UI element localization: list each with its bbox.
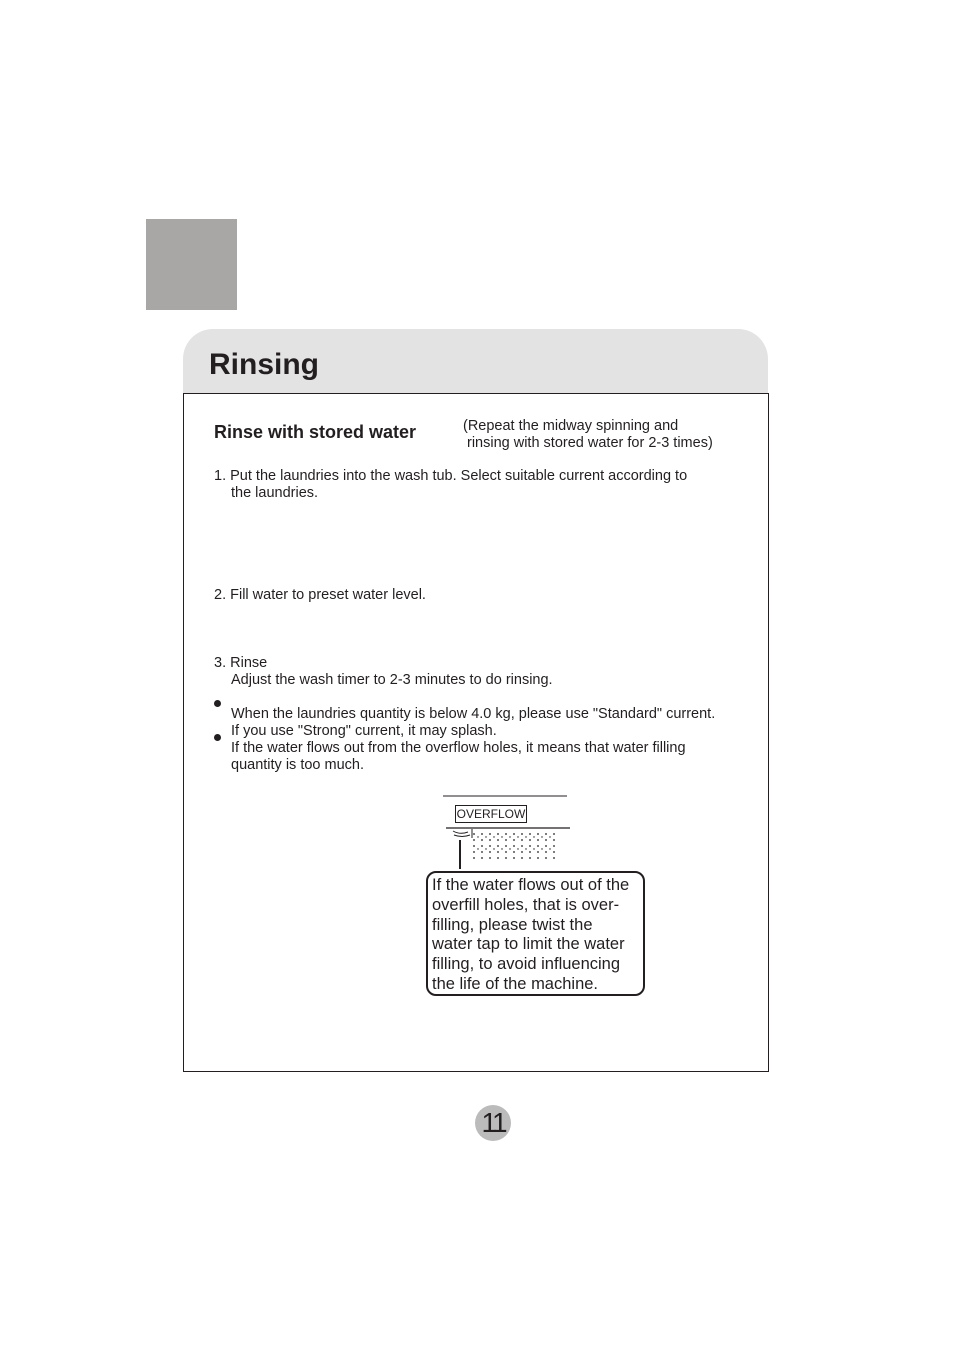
step-3-detail: Adjust the wash timer to 2-3 minutes to do rinsing. <box>231 672 553 688</box>
step-3-title: 3. Rinse <box>214 655 268 671</box>
page-number: 11 <box>481 1107 505 1138</box>
callout-line: filling, to avoid influencing <box>432 955 621 974</box>
note-line-4: quantity is too much. <box>231 757 364 773</box>
callout-line: If the water flows out of the <box>432 876 630 894</box>
callout-line: filling, please twist the <box>432 915 593 934</box>
callout-line: water tap to limit the water <box>432 935 625 954</box>
note-line-3: If the water flows out from the overflow holes, it means that water filling <box>231 740 686 756</box>
callout-line: overfill holes, that is over- <box>432 895 620 914</box>
overflow-label: OVERFLOW <box>456 807 526 821</box>
step-2: 2. Fill water to preset water level. <box>214 587 426 603</box>
repeat-note-line-2: rinsing with stored water for 2-3 times) <box>467 435 713 451</box>
subheading: Rinse with stored water <box>214 422 417 442</box>
step-1-line-1: 1. Put the laundries into the wash tub. Select suitable current according to <box>214 468 688 484</box>
bullet-icon <box>214 734 221 741</box>
corner-square-decoration <box>146 219 237 310</box>
note-line-2: If you use "Strong" current, it may splash. <box>231 723 497 739</box>
step-1-line-2: the laundries. <box>231 485 319 501</box>
page-title: Rinsing <box>209 348 319 381</box>
overflow-holes-icon <box>473 833 555 859</box>
bullet-icon <box>214 700 221 707</box>
note-line-1: When the laundries quantity is below 4.0 kg, please use "Standard" current. <box>231 706 716 722</box>
callout-line: the life of the machine. <box>432 974 599 993</box>
repeat-note-line-1: (Repeat the midway spinning and <box>463 418 679 434</box>
overflow-diagram <box>440 790 580 875</box>
overfill-callout <box>426 871 645 996</box>
